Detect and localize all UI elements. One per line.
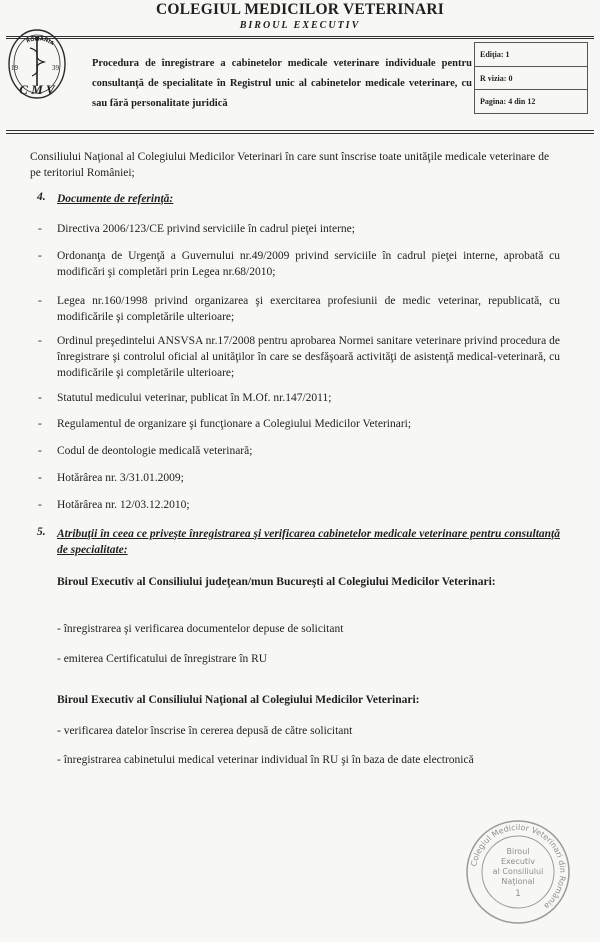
section-4-number: 4. bbox=[37, 191, 46, 203]
bullet-dash: - bbox=[38, 295, 42, 307]
group-heading: Biroul Executiv al Consiliului Naţional al Colegiului Medicilor Veterinari: bbox=[57, 694, 420, 706]
meta-edition: Ediţia: 1 bbox=[480, 50, 510, 59]
section-4-title: Documente de referinţă: bbox=[57, 193, 174, 205]
reference-item: Regulamentul de organizare şi funcţionare a Colegiului Medicilor Veterinari; bbox=[57, 418, 412, 430]
reference-item: Hotărârea nr. 12/03.12.2010; bbox=[57, 499, 190, 511]
section-5-number: 5. bbox=[37, 526, 46, 538]
bullet-dash: - bbox=[38, 250, 42, 262]
stamp-line: Naţional bbox=[501, 877, 535, 886]
duty-item: - verificarea datelor înscrise în cererea depusă de către solicitant bbox=[57, 725, 353, 737]
reference-item: Directiva 2006/123/CE privind serviciile în cadrul pieţei interne; bbox=[57, 223, 355, 235]
duty-item: - înregistrarea şi verificarea documentelor depuse de solicitant bbox=[57, 623, 344, 635]
group-heading: Biroul Executiv al Consiliului judeţean/mun Bucureşti al Colegiului Medicilor Veterinari: bbox=[57, 576, 496, 588]
header-rule-top-2 bbox=[6, 38, 594, 39]
reference-item: Statutul medicului veterinar, publicat în M.Of. nr.147/2011; bbox=[57, 392, 332, 404]
document-meta-box bbox=[474, 42, 588, 114]
official-stamp bbox=[464, 818, 572, 926]
duty-item: - emiterea Certificatului de înregistrare în RU bbox=[57, 653, 268, 665]
bullet-dash: - bbox=[38, 499, 42, 511]
logo-letters: C M V bbox=[19, 82, 55, 97]
header-rule-top bbox=[6, 36, 594, 37]
bullet-dash: - bbox=[38, 392, 42, 404]
bullet-dash: - bbox=[38, 335, 42, 347]
stamp-line: Executiv bbox=[500, 857, 536, 866]
logo-ring-text: RO ANIA bbox=[25, 36, 55, 47]
duty-item: - înregistrarea cabinetului medical veterinar individual în RU şi în baza de date electronică bbox=[57, 754, 474, 766]
procedure-title: Procedura de înregistrare a cabinetelor medicale veterinare individuale pentru consultanţă de specialitate în Registrul unic al cabinetelor medicale veterinare, cu sau fără personalitate juridică bbox=[92, 58, 472, 109]
stamp-line: 1 bbox=[515, 889, 521, 899]
meta-revision: R vizia: 0 bbox=[475, 66, 587, 89]
header-rule-bottom-2 bbox=[6, 133, 594, 134]
intro-paragraph: Consiliului Naţional al Colegiului Medicilor Veterinari în care sunt înscrise toate unităţile medicale veterinare de pe teritoriul României; bbox=[30, 151, 550, 179]
stamp-line: al Consiliului bbox=[492, 867, 544, 876]
reference-item: Hotărârea nr. 3/31.01.2009; bbox=[57, 472, 184, 484]
org-department: BIROUL EXECUTIV bbox=[239, 20, 361, 31]
reference-item: Ordinul preşedintelui ANSVSA nr.17/2008 pentru aprobarea Normei sanitare veterinare privind procedura de înregistrare şi controlul oficial al unităţilor în care se desfăşoară activităţi de asistenţă medical-veterinară, cu modificările şi completările ulterioare; bbox=[57, 335, 560, 379]
section-5-title: Atribuţii în ceea ce priveşte înregistrarea şi verificarea cabinetelor medicale veterinare pentru consultanţă de specialitate: bbox=[57, 528, 560, 556]
bullet-dash: - bbox=[38, 418, 42, 430]
cmv-logo bbox=[6, 22, 68, 100]
header-rule-bottom bbox=[6, 130, 594, 131]
reference-item: Codul de deontologie medicală veterinară; bbox=[57, 445, 253, 457]
bullet-dash: - bbox=[38, 472, 42, 484]
meta-page: Pagina: 4 din 12 bbox=[475, 89, 587, 112]
bullet-dash: - bbox=[38, 445, 42, 457]
stamp-line: Biroul bbox=[506, 847, 530, 856]
logo-year-right: 39 bbox=[52, 64, 59, 72]
reference-item: Legea nr.160/1998 privind organizarea şi exercitarea profesiunii de medic veterinar, republicată, cu modificările şi completările ulterioare; bbox=[57, 295, 560, 323]
org-name: COLEGIUL MEDICILOR VETERINARI bbox=[155, 1, 445, 18]
logo-year-left: 19 bbox=[11, 64, 18, 72]
bullet-dash: - bbox=[38, 223, 42, 235]
reference-item: Ordonanţa de Urgenţă a Guvernului nr.49/2009 privind serviciile în cadrul pieţei interne, aprobată cu modificări şi completări prin Legea nr.68/2010; bbox=[57, 250, 560, 278]
stamp-ring-text: Colegiul Medicilor Veterinari din România bbox=[469, 822, 568, 911]
